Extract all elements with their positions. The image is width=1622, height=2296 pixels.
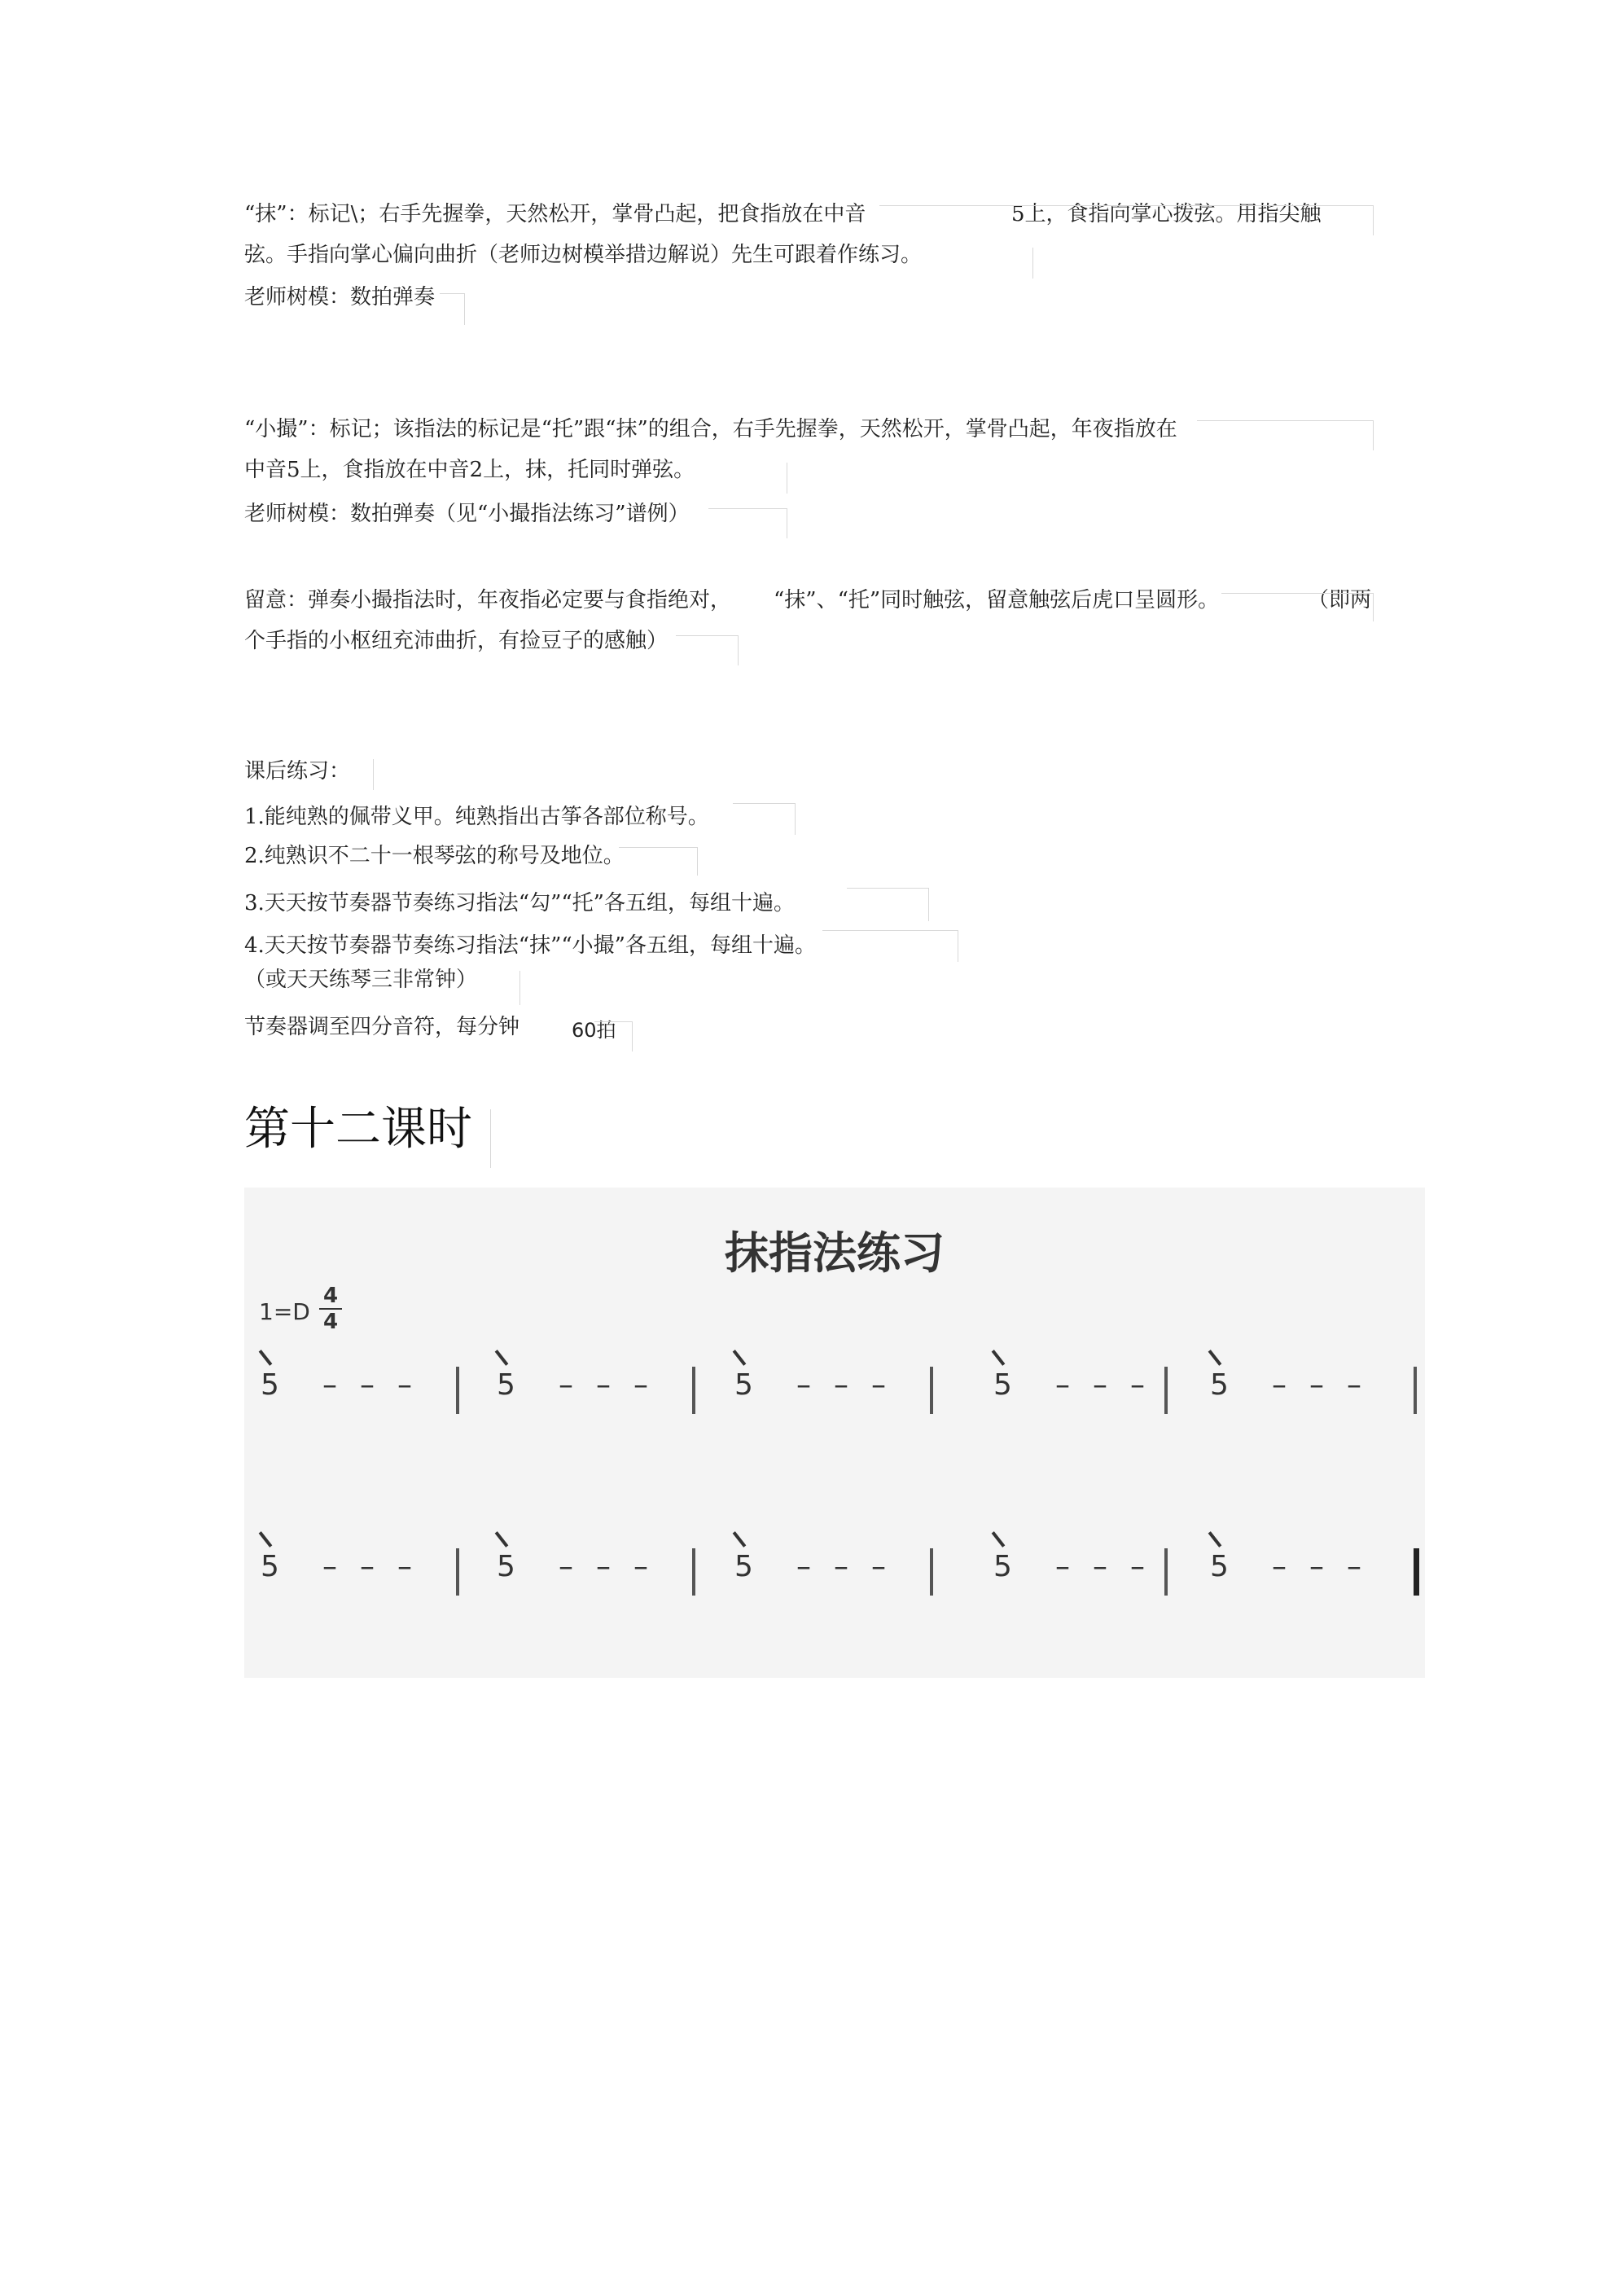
score-note: 5 bbox=[497, 1550, 515, 1583]
note-text-2: 个手指的小枢纽充沛曲折，有捡豆子的感触） bbox=[244, 629, 669, 653]
score-dash: – bbox=[871, 1368, 886, 1402]
score-note: 5 bbox=[993, 1368, 1012, 1402]
score-title: 抹指法练习 bbox=[725, 1227, 945, 1279]
layout-bracket bbox=[879, 205, 1374, 235]
mo-stroke-mark bbox=[495, 1350, 509, 1366]
score-dash: – bbox=[596, 1550, 611, 1583]
score-dash: – bbox=[796, 1550, 811, 1583]
score-dash: – bbox=[1347, 1550, 1361, 1583]
layout-bracket bbox=[676, 635, 739, 665]
score-dash: – bbox=[1309, 1368, 1324, 1402]
homework-heading: 课后练习： bbox=[244, 759, 351, 784]
score-dash: – bbox=[1272, 1368, 1287, 1402]
mo-demo-text: 老师树模：数拍弹奏 bbox=[244, 285, 436, 309]
score-note: 5 bbox=[734, 1368, 753, 1402]
barline bbox=[1164, 1548, 1168, 1596]
mo-text-2: 弦。手指向掌心偏向曲折（老师边树模举措边解说）先生可跟着作练习。 bbox=[244, 243, 923, 267]
barline bbox=[692, 1367, 695, 1414]
time-signature-bottom: 4 bbox=[322, 1310, 339, 1334]
score-dash: – bbox=[834, 1550, 848, 1583]
barline bbox=[930, 1548, 933, 1596]
layout-bracket bbox=[440, 293, 465, 325]
layout-bracket bbox=[373, 759, 374, 790]
layout-bracket bbox=[1032, 248, 1033, 279]
mo-text-1a: “抹”：标记\；右手先握拳，天然松开，掌骨凸起，把食指放在中音 bbox=[244, 202, 866, 226]
mo-stroke-mark bbox=[495, 1531, 509, 1547]
score-dash: – bbox=[559, 1550, 573, 1583]
layout-bracket bbox=[822, 930, 958, 962]
score-note: 5 bbox=[993, 1550, 1012, 1583]
layout-bracket bbox=[847, 888, 929, 921]
layout-bracket bbox=[490, 1109, 491, 1168]
mo-stroke-mark bbox=[733, 1531, 747, 1547]
mo-stroke-mark bbox=[259, 1350, 273, 1366]
score-dash: – bbox=[1130, 1550, 1145, 1583]
score-note: 5 bbox=[261, 1550, 279, 1583]
metronome-text: 节奏器调至四分音符，每分钟 bbox=[244, 1015, 520, 1039]
time-signature bbox=[319, 1285, 342, 1332]
mo-stroke-mark bbox=[733, 1350, 747, 1366]
mo-stroke-mark bbox=[259, 1531, 273, 1547]
score-dash: – bbox=[1130, 1368, 1145, 1402]
score-dash: – bbox=[871, 1550, 886, 1583]
mo-stroke-mark bbox=[1208, 1531, 1222, 1547]
score-dash: – bbox=[633, 1550, 648, 1583]
score-dash: – bbox=[1093, 1550, 1107, 1583]
score-dash: – bbox=[397, 1550, 412, 1583]
score-dash: – bbox=[1093, 1368, 1107, 1402]
barline bbox=[1414, 1367, 1417, 1414]
xiaocuo-text-2: 中音5上，食指放在中音2上，抹，托同时弹弦。 bbox=[244, 458, 695, 482]
layout-bracket bbox=[1221, 593, 1374, 621]
score-dash: – bbox=[360, 1368, 375, 1402]
time-signature-top: 4 bbox=[319, 1285, 342, 1310]
score-dash: – bbox=[1055, 1368, 1070, 1402]
metronome-bpm: 60拍 bbox=[572, 1019, 616, 1042]
score-dash: – bbox=[596, 1368, 611, 1402]
xiaocuo-text-1: “小撮”：标记；该指法的标记是“托”跟“抹”的组合，右手先握拳，天然松开，掌骨凸起，年夜指放在 bbox=[244, 417, 1177, 441]
layout-bracket bbox=[733, 803, 796, 835]
mo-stroke-mark bbox=[992, 1531, 1006, 1547]
score-dash: – bbox=[1055, 1550, 1070, 1583]
score-note: 5 bbox=[1210, 1368, 1229, 1402]
score-figure bbox=[244, 1188, 1425, 1678]
xiaocuo-demo-text: 老师树模：数拍弹奏（见“小撮指法练习”谱例） bbox=[244, 502, 690, 526]
score-dash: – bbox=[633, 1368, 648, 1402]
score-dash: – bbox=[1272, 1550, 1287, 1583]
score-dash: – bbox=[1347, 1368, 1361, 1402]
layout-bracket bbox=[708, 508, 787, 538]
mo-text-1b: 5上，食指向掌心拨弦。用指尖触 bbox=[1011, 202, 1322, 226]
key-signature: 1=D bbox=[259, 1298, 310, 1325]
mo-stroke-mark bbox=[1208, 1350, 1222, 1366]
barline bbox=[692, 1548, 695, 1596]
lesson-title: 第十二课时 bbox=[244, 1103, 472, 1156]
barline bbox=[930, 1367, 933, 1414]
barline bbox=[1164, 1367, 1168, 1414]
homework-item-2: 2.纯熟识不二十一根琴弦的称号及地位。 bbox=[244, 844, 625, 868]
layout-bracket bbox=[1197, 420, 1374, 450]
homework-item-3: 3.天天按节奏器节奏练习指法“勾”“托”各五组，每组十遍。 bbox=[244, 891, 795, 915]
score-dash: – bbox=[834, 1368, 848, 1402]
score-dash: – bbox=[360, 1550, 375, 1583]
score-note: 5 bbox=[261, 1368, 279, 1402]
layout-bracket bbox=[519, 971, 520, 1005]
layout-bracket bbox=[619, 847, 698, 876]
barline bbox=[456, 1367, 459, 1414]
score-dash: – bbox=[796, 1368, 811, 1402]
barline bbox=[456, 1548, 459, 1596]
homework-note: （或天天练琴三非常钟） bbox=[244, 968, 478, 992]
score-note: 5 bbox=[734, 1550, 753, 1583]
note-text-1c: （即两 bbox=[1308, 588, 1372, 612]
score-dash: – bbox=[1309, 1550, 1324, 1583]
note-text-1a: 留意：弹奏小撮指法时，年夜指必定要与食指绝对， bbox=[244, 588, 732, 612]
score-dash: – bbox=[322, 1550, 337, 1583]
layout-bracket bbox=[594, 1021, 633, 1051]
score-dash: – bbox=[322, 1368, 337, 1402]
note-text-1b: “抹”、“托”同时触弦，留意触弦后虎口呈圆形。 bbox=[774, 588, 1220, 612]
score-note: 5 bbox=[497, 1368, 515, 1402]
mo-stroke-mark bbox=[992, 1350, 1006, 1366]
score-dash: – bbox=[397, 1368, 412, 1402]
final-barline bbox=[1414, 1548, 1419, 1596]
score-note: 5 bbox=[1210, 1550, 1229, 1583]
homework-item-1: 1.能纯熟的佩带义甲。纯熟指出古筝各部位称号。 bbox=[244, 805, 709, 829]
score-dash: – bbox=[559, 1368, 573, 1402]
homework-item-4: 4.天天按节奏器节奏练习指法“抹”“小撮”各五组，每组十遍。 bbox=[244, 933, 816, 958]
